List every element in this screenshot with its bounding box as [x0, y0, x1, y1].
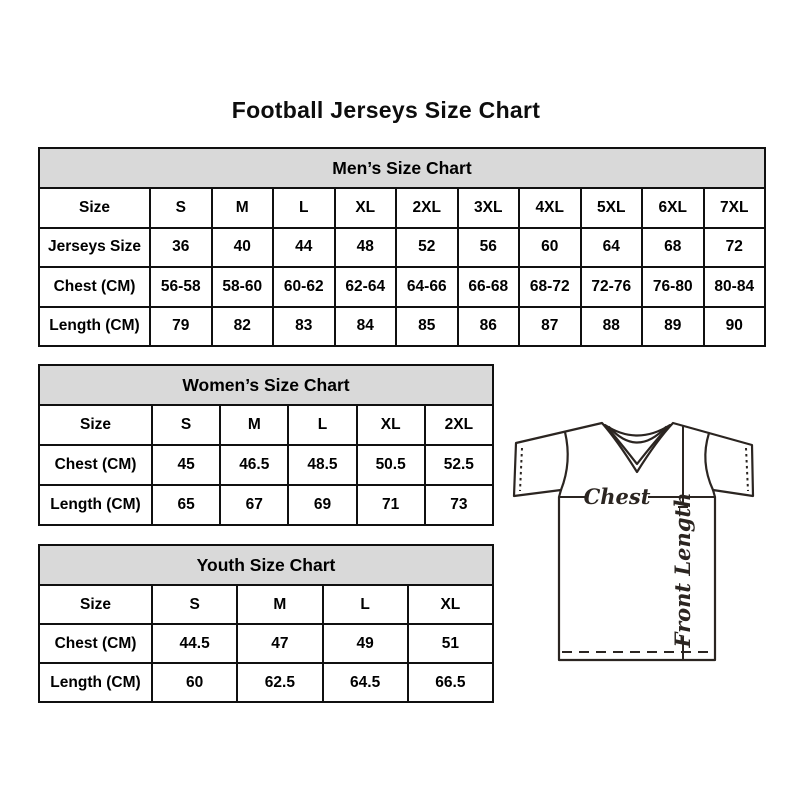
- mens-value-cell: 40: [212, 228, 274, 268]
- youth-row-label: Length (CM): [39, 663, 152, 702]
- youth-table-title: Youth Size Chart: [39, 545, 493, 585]
- right-sleeve-dashed-line: [746, 448, 748, 491]
- womens-value-cell: 73: [425, 485, 493, 525]
- mens-value-cell: 44: [273, 228, 335, 268]
- youth-col-header: M: [237, 585, 322, 624]
- mens-value-cell: 72-76: [581, 267, 643, 307]
- womens-value-cell: 45: [152, 445, 220, 485]
- mens-value-cell: 66-68: [458, 267, 520, 307]
- mens-size-chart-table-container: [38, 147, 766, 347]
- mens-row-label: Chest (CM): [39, 267, 150, 307]
- womens-value-cell: 69: [288, 485, 356, 525]
- youth-row-label: Chest (CM): [39, 624, 152, 663]
- left-armhole-seam: [561, 432, 568, 490]
- womens-value-cell: 50.5: [357, 445, 425, 485]
- womens-table-title: Women’s Size Chart: [39, 365, 493, 405]
- womens-value-cell: 48.5: [288, 445, 356, 485]
- womens-value-cell: 46.5: [220, 445, 288, 485]
- mens-value-cell: 89: [642, 307, 704, 347]
- page-title: Football Jerseys Size Chart: [231, 97, 541, 123]
- youth-value-cell: 64.5: [323, 663, 408, 702]
- youth-value-cell: 51: [408, 624, 493, 663]
- mens-value-cell: 60: [519, 228, 581, 268]
- mens-value-cell: 72: [704, 228, 766, 268]
- youth-row-label: Size: [39, 585, 152, 624]
- womens-col-header: L: [288, 405, 356, 445]
- womens-value-cell: 67: [220, 485, 288, 525]
- mens-col-header: 4XL: [519, 188, 581, 228]
- mens-value-cell: 83: [273, 307, 335, 347]
- youth-value-cell: 44.5: [152, 624, 237, 663]
- mens-value-cell: 62-64: [335, 267, 397, 307]
- jersey-measurement-diagram: [502, 400, 774, 666]
- youth-size-chart-table-container: [38, 544, 494, 703]
- womens-size-chart-table-container: [38, 364, 494, 526]
- mens-value-cell: 58-60: [212, 267, 274, 307]
- womens-col-header: XL: [357, 405, 425, 445]
- mens-row-label: Length (CM): [39, 307, 150, 347]
- womens-row-label: Length (CM): [39, 485, 152, 525]
- womens-col-header: 2XL: [425, 405, 493, 445]
- mens-size-table: [38, 147, 766, 347]
- mens-row-label: Size: [39, 188, 150, 228]
- youth-value-cell: 62.5: [237, 663, 322, 702]
- mens-value-cell: 56: [458, 228, 520, 268]
- womens-row-label: Size: [39, 405, 152, 445]
- mens-col-header: M: [212, 188, 274, 228]
- mens-value-cell: 88: [581, 307, 643, 347]
- mens-col-header: S: [150, 188, 212, 228]
- mens-value-cell: 56-58: [150, 267, 212, 307]
- youth-size-table: [38, 544, 494, 703]
- mens-value-cell: 52: [396, 228, 458, 268]
- mens-value-cell: 79: [150, 307, 212, 347]
- youth-col-header: L: [323, 585, 408, 624]
- mens-value-cell: 36: [150, 228, 212, 268]
- mens-value-cell: 64-66: [396, 267, 458, 307]
- womens-col-header: S: [152, 405, 220, 445]
- youth-value-cell: 49: [323, 624, 408, 663]
- front-length-label: Front Length: [670, 492, 695, 648]
- mens-value-cell: 86: [458, 307, 520, 347]
- mens-value-cell: 64: [581, 228, 643, 268]
- mens-value-cell: 48: [335, 228, 397, 268]
- womens-value-cell: 71: [357, 485, 425, 525]
- left-sleeve-dashed-line: [520, 448, 522, 491]
- mens-value-cell: 82: [212, 307, 274, 347]
- youth-value-cell: 66.5: [408, 663, 493, 702]
- mens-value-cell: 68-72: [519, 267, 581, 307]
- mens-value-cell: 85: [396, 307, 458, 347]
- mens-table-title: Men’s Size Chart: [39, 148, 765, 188]
- mens-col-header: 7XL: [704, 188, 766, 228]
- mens-col-header: 5XL: [581, 188, 643, 228]
- mens-value-cell: 68: [642, 228, 704, 268]
- mens-row-label: Jerseys Size: [39, 228, 150, 268]
- womens-value-cell: 65: [152, 485, 220, 525]
- mens-col-header: XL: [335, 188, 397, 228]
- mens-value-cell: 76-80: [642, 267, 704, 307]
- mens-value-cell: 84: [335, 307, 397, 347]
- mens-value-cell: 87: [519, 307, 581, 347]
- womens-row-label: Chest (CM): [39, 445, 152, 485]
- mens-col-header: L: [273, 188, 335, 228]
- youth-value-cell: 60: [152, 663, 237, 702]
- youth-col-header: S: [152, 585, 237, 624]
- womens-col-header: M: [220, 405, 288, 445]
- womens-value-cell: 52.5: [425, 445, 493, 485]
- mens-value-cell: 90: [704, 307, 766, 347]
- chest-label: Chest: [583, 484, 651, 509]
- mens-col-header: 6XL: [642, 188, 704, 228]
- womens-size-table: [38, 364, 494, 526]
- right-armhole-seam: [705, 433, 713, 490]
- mens-col-header: 3XL: [458, 188, 520, 228]
- mens-value-cell: 60-62: [273, 267, 335, 307]
- youth-value-cell: 47: [237, 624, 322, 663]
- mens-col-header: 2XL: [396, 188, 458, 228]
- youth-col-header: XL: [408, 585, 493, 624]
- mens-value-cell: 80-84: [704, 267, 766, 307]
